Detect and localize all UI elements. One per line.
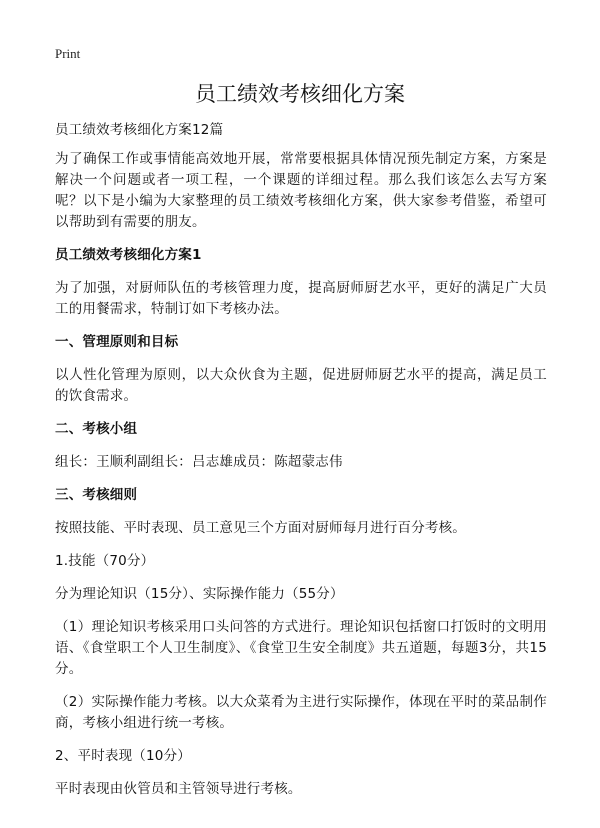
section-intro-paragraph: 为了加强，对厨师队伍的考核管理力度，提高厨师厨艺水平，更好的满足广大员工的用餐需求，特制订如下考核办法。	[55, 280, 547, 317]
heading-assessment-team: 二、考核小组	[55, 421, 138, 437]
team-members-line: 组长：王顺利副组长：吕志雄成员：陈超蒙志伟	[55, 454, 343, 470]
skill-title-line: 1.技能（70分）	[55, 553, 155, 569]
heading-management-principles: 一、管理原则和目标	[55, 334, 179, 350]
skill-split-line: 分为理论知识（15分）、实际操作能力（55分）	[55, 586, 344, 602]
daily-performance-title: 2、平时表现（10分）	[55, 748, 191, 764]
intro-paragraph: 为了确保工作或事情能高效地开展，常常要根据具体情况预先制定方案，方案是解决一个问题或者一项工程，一个课题的详细过程。那么我们该怎么去写方案呢？以下是小编为大家整理的员工绩效考核细化方案，供大家参考借鉴，希望可以帮助到有需要的朋友。	[55, 151, 547, 230]
practice-paragraph: （2）实际操作能力考核。以大众菜肴为主进行实际操作，体现在平时的菜品制作商，考核小组进行统一考核。	[55, 694, 547, 731]
page-title: 员工绩效考核细化方案	[195, 82, 405, 106]
theory-paragraph: （1）理论知识考核采用口头问答的方式进行。理论知识包括窗口打饭时的文明用语、《食堂职工个人卫生制度》、《食堂卫生安全制度》共五道题，每题3分，共15分。	[55, 619, 547, 677]
print-label: Print	[55, 46, 81, 61]
document-subtitle: 员工绩效考核细化方案12篇	[55, 122, 224, 138]
rules-intro-line: 按照技能、平时表现、员工意见三个方面对厨师每月进行百分考核。	[55, 520, 466, 536]
principle-paragraph: 以人性化管理为原则，以大众伙食为主题，促进厨师厨艺水平的提高，满足员工的饮食需求。	[55, 367, 547, 404]
heading-assessment-rules: 三、考核细则	[55, 487, 138, 503]
section-title: 员工绩效考核细化方案1	[55, 247, 202, 263]
daily-performance-desc: 平时表现由伙管员和主管领导进行考核。	[55, 781, 302, 797]
document-body	[55, 120, 547, 812]
